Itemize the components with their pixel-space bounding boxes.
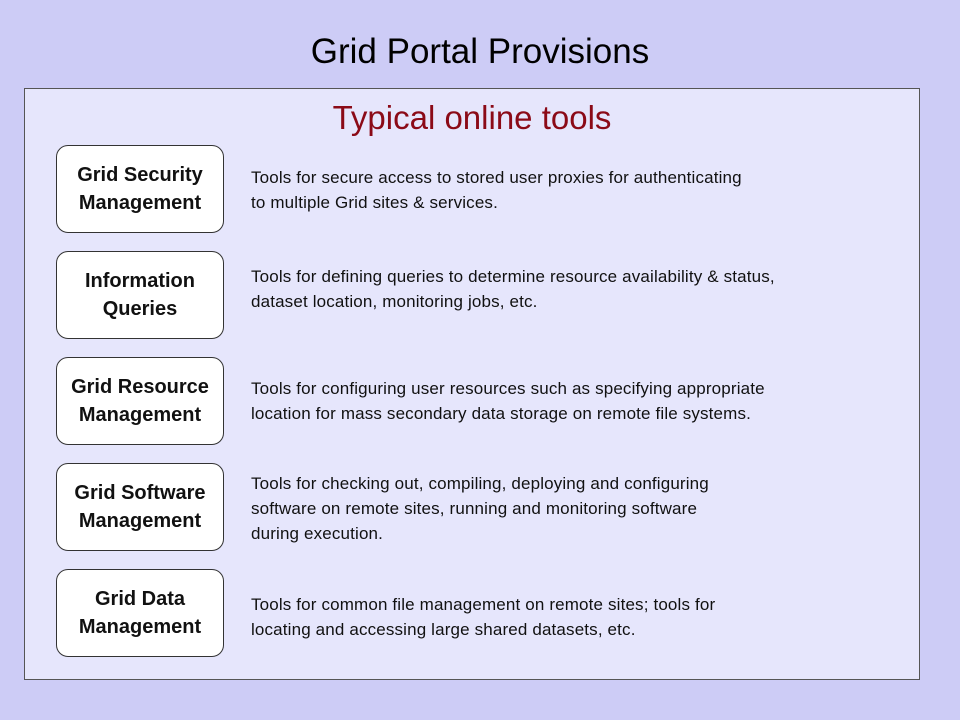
tool-desc-line: Tools for defining queries to determine resource availability & status, [251, 267, 775, 286]
tool-box-grid-security [56, 145, 224, 233]
tool-box-grid-resource [56, 357, 224, 445]
tool-name-line: Management [78, 404, 202, 426]
tool-name-line: Grid Software [74, 482, 206, 504]
tool-desc-line: Tools for secure access to stored user proxies for authenticating [251, 168, 742, 187]
tool-name-line: Management [78, 510, 202, 532]
tool-desc-grid-data [251, 592, 911, 642]
tool-desc-line: software on remote sites, running and monitoring software [251, 499, 698, 518]
tool-desc-grid-resource [251, 376, 911, 426]
tool-name-line: Information [85, 270, 195, 292]
tool-desc-line: location for mass secondary data storage on remote file systems. [251, 404, 751, 423]
tool-desc-line: dataset location, monitoring jobs, etc. [251, 292, 538, 311]
tool-name-line: Grid Security [77, 164, 203, 186]
tool-name-line: Grid Data [94, 588, 186, 610]
tool-box-grid-data [56, 569, 224, 657]
tool-desc-line: Tools for checking out, compiling, deploying and configuring [251, 474, 709, 493]
tool-name-line: Queries [102, 298, 178, 320]
slide-title: Grid Portal Provisions [310, 32, 650, 71]
tools-panel [24, 88, 920, 680]
tool-desc-line: Tools for configuring user resources such as specifying appropriate [251, 379, 765, 398]
tool-name-line: Grid Resource [71, 376, 209, 398]
tool-desc-line: during execution. [251, 524, 384, 543]
panel-title: Typical online tools [332, 99, 612, 136]
tool-desc-line: Tools for common file management on remote sites; tools for [251, 595, 716, 614]
tool-desc-line: to multiple Grid sites & services. [251, 193, 498, 212]
tool-desc-grid-security [251, 165, 911, 215]
tool-box-information-queries [56, 251, 224, 339]
tool-box-grid-software [56, 463, 224, 551]
tool-desc-line: locating and accessing large shared datasets, etc. [251, 620, 636, 639]
tool-desc-grid-software [251, 471, 911, 546]
tool-name-line: Management [78, 616, 202, 638]
tool-desc-information-queries [251, 264, 911, 314]
tool-name-line: Management [78, 192, 202, 214]
